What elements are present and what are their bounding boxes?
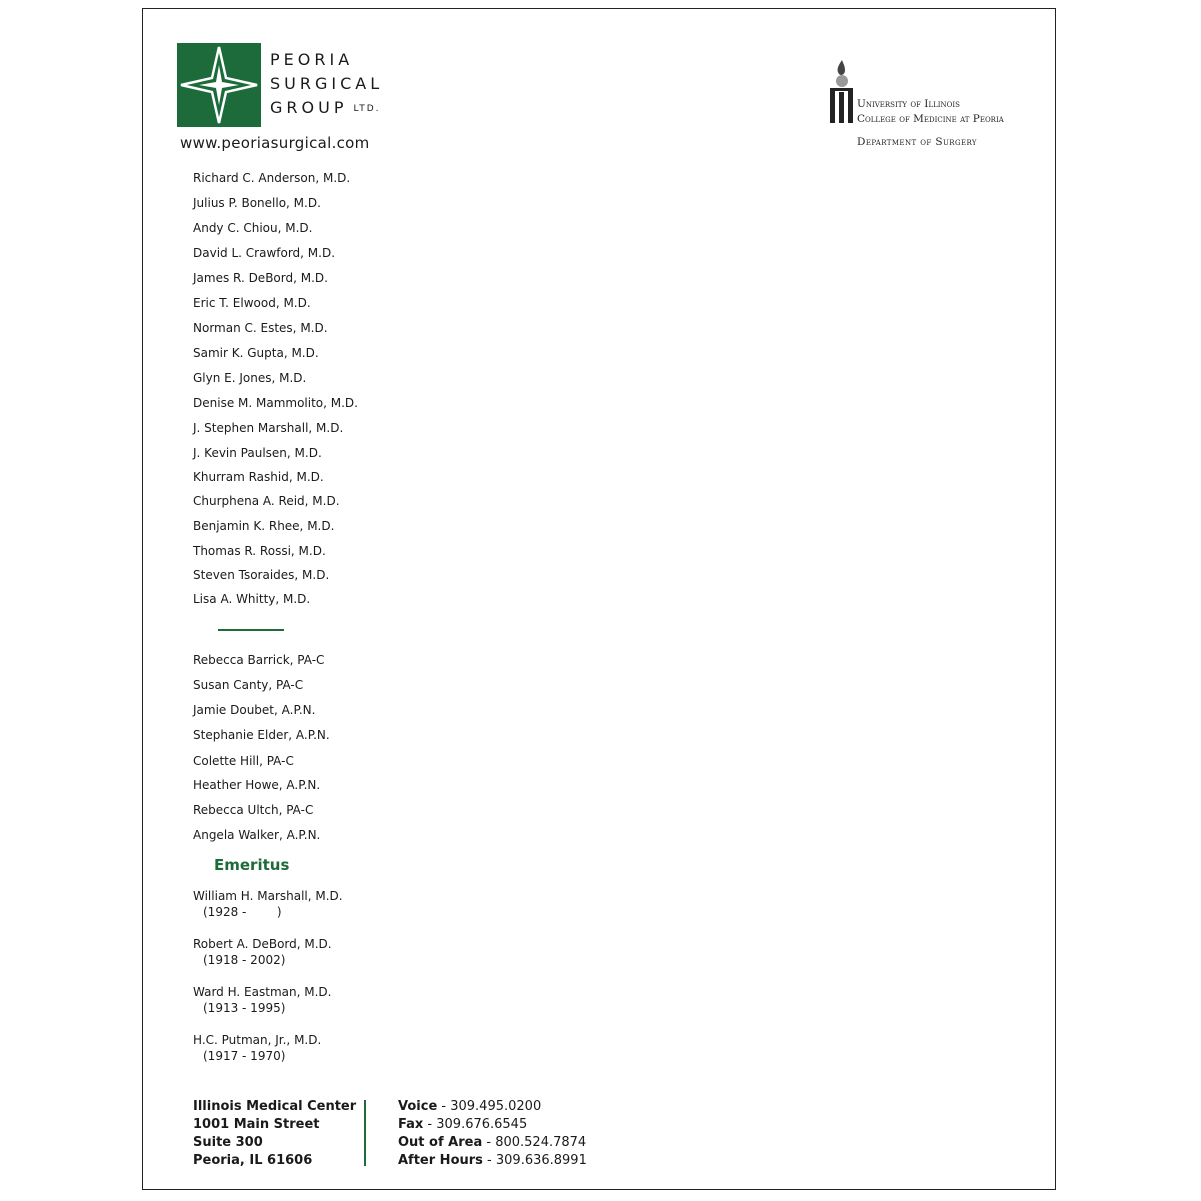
emeritus-entry — [193, 936, 332, 968]
physician-name: J. Stephen Marshall, M.D. — [193, 421, 344, 435]
affiliation-name — [857, 97, 1004, 127]
physician-name: Eric T. Elwood, M.D. — [193, 296, 311, 310]
section-divider — [218, 629, 284, 631]
practitioner-name: Colette Hill, PA-C — [193, 754, 294, 768]
emeritus-years: (1913 - 1995) — [203, 1001, 286, 1015]
emeritus-name: William H. Marshall, M.D. — [193, 889, 343, 903]
company-logo-text — [270, 48, 383, 120]
address-line: Peoria, IL 61606 — [193, 1153, 313, 1168]
physician-name: David L. Crawford, M.D. — [193, 246, 336, 260]
physician-name: Churphena A. Reid, M.D. — [193, 494, 340, 508]
physician-name: Steven Tsoraides, M.D. — [193, 568, 330, 582]
contact-value[interactable]: 309.495.0200 — [450, 1099, 542, 1114]
physician-name: Julius P. Bonello, M.D. — [193, 196, 321, 210]
contact-voice: Voice - 309.495.0200 — [398, 1099, 542, 1114]
contact-value[interactable]: 309.676.6545 — [436, 1117, 528, 1132]
affiliation-line-2: College of Medicine at Peoria — [857, 113, 1004, 125]
logo-suffix: LTD. — [353, 104, 381, 114]
contact-value[interactable]: 800.524.7874 — [495, 1135, 587, 1150]
affiliation-line-1: University of Illinois — [857, 98, 960, 110]
logo-line-3: GROUP — [270, 98, 348, 117]
physician-name: Samir K. Gupta, M.D. — [193, 346, 319, 360]
practitioner-name: Rebecca Ultch, PA-C — [193, 803, 314, 817]
footer-divider — [364, 1100, 366, 1166]
physician-name: Norman C. Estes, M.D. — [193, 321, 328, 335]
contact-label: After Hours — [398, 1153, 483, 1168]
physician-name: Andy C. Chiou, M.D. — [193, 221, 313, 235]
star-logo-icon — [177, 43, 261, 127]
emeritus-years: (1917 - 1970) — [203, 1049, 286, 1063]
physician-name: Denise M. Mammolito, M.D. — [193, 396, 358, 410]
address-line: 1001 Main Street — [193, 1117, 320, 1132]
emeritus-years: (1918 - 2002) — [203, 953, 286, 967]
website-link[interactable]: www.peoriasurgical.com — [180, 134, 370, 152]
practitioner-name: Rebecca Barrick, PA-C — [193, 653, 325, 667]
emeritus-years: (1928 - ) — [203, 905, 282, 919]
emeritus-name: H.C. Putman, Jr., M.D. — [193, 1033, 322, 1047]
contact-label: Out of Area — [398, 1135, 483, 1150]
physician-name: Benjamin K. Rhee, M.D. — [193, 519, 335, 533]
emeritus-name: Robert A. DeBord, M.D. — [193, 937, 332, 951]
contact-out-of-area: Out of Area - 800.524.7874 — [398, 1135, 587, 1150]
footer-address — [193, 1098, 356, 1170]
practitioner-name: Susan Canty, PA-C — [193, 678, 304, 692]
practitioner-name: Jamie Doubet, A.P.N. — [193, 703, 316, 717]
physician-name: Richard C. Anderson, M.D. — [193, 171, 351, 185]
emeritus-heading: Emeritus — [214, 856, 290, 874]
physician-name: James R. DeBord, M.D. — [193, 271, 328, 285]
logo-line-1: PEORIA — [270, 50, 354, 69]
emeritus-entry — [193, 1032, 321, 1064]
contact-label: Voice — [398, 1099, 438, 1114]
physician-name: J. Kevin Paulsen, M.D. — [193, 446, 322, 460]
contact-value[interactable]: 309.636.8991 — [495, 1153, 587, 1168]
emeritus-name: Ward H. Eastman, M.D. — [193, 985, 332, 999]
contact-fax: Fax - 309.676.6545 — [398, 1117, 528, 1132]
logo-line-2: SURGICAL — [270, 74, 384, 93]
footer-contacts — [398, 1098, 587, 1170]
practitioner-name: Angela Walker, A.P.N. — [193, 828, 321, 842]
address-line: Suite 300 — [193, 1135, 263, 1150]
affiliation-department: Department of Surgery — [857, 136, 977, 148]
practitioner-name: Heather Howe, A.P.N. — [193, 778, 321, 792]
emeritus-entry — [193, 984, 331, 1016]
address-line: Illinois Medical Center — [193, 1099, 357, 1114]
physician-name: Khurram Rashid, M.D. — [193, 470, 324, 484]
emeritus-entry — [193, 888, 343, 920]
contact-label: Fax — [398, 1117, 424, 1132]
practitioner-name: Stephanie Elder, A.P.N. — [193, 728, 330, 742]
physician-name: Lisa A. Whitty, M.D. — [193, 592, 311, 606]
physician-name: Thomas R. Rossi, M.D. — [193, 544, 326, 558]
physician-name: Glyn E. Jones, M.D. — [193, 371, 307, 385]
uic-torch-icon — [826, 58, 856, 126]
contact-after-hours: After Hours - 309.636.8991 — [398, 1153, 587, 1168]
